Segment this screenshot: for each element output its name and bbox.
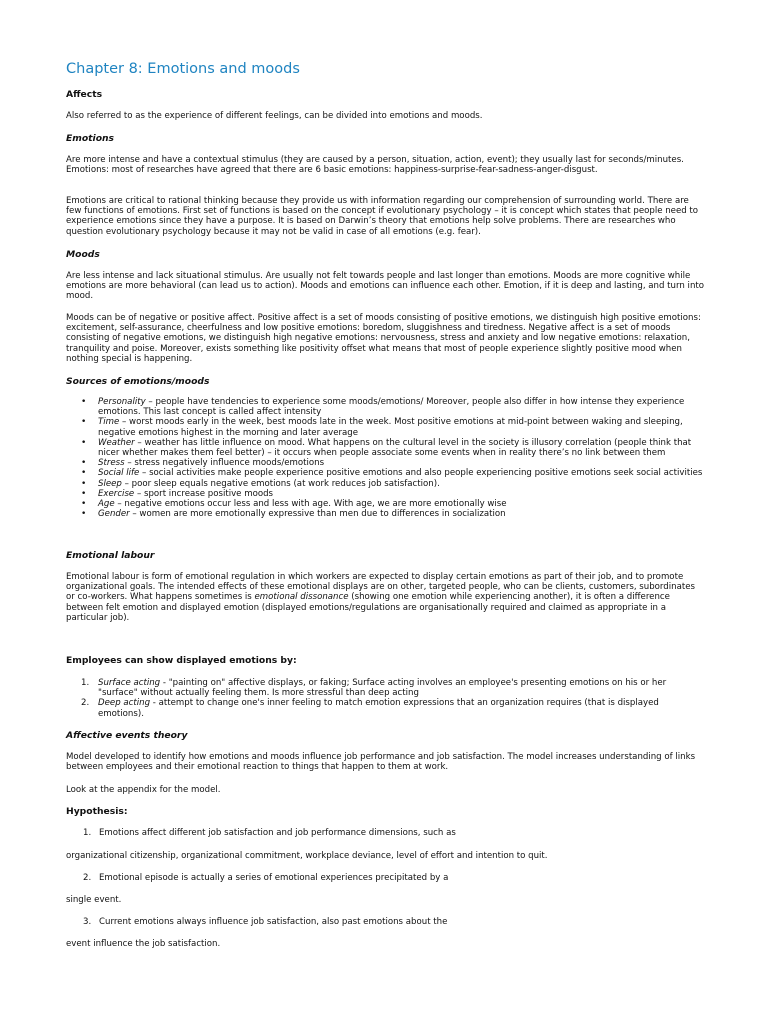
heading-hypothesis: Hypothesis:	[66, 806, 128, 817]
list-item	[66, 468, 706, 478]
moods-paragraph-2: Moods can be of negative or positive affect. Positive affect is a set of moods consisting of positive emotions, we distinguish high positive emotions: excitement, self-assurance, cheerfulness and low positive emotions: boredom, sluggishness and tiredness. Negative affect is a set of moods consisting of negative emotions, we distinguish high negative emotions: nervousness, stress and anxiety and low negative emotions: relaxation, tranquility and poise. Moreover, exists something like positivity offset what means that most of people experience slightly positive mood when nothing special is happening.	[66, 313, 701, 364]
list-item	[66, 438, 706, 458]
list-item	[66, 417, 706, 437]
list-item-text: – negative emotions occur less and less with age. With age, we are more emotionally wise	[114, 499, 507, 510]
heading-sources: Sources of emotions/moods	[66, 376, 210, 387]
emotions-paragraph-2: Emotions are critical to rational thinking because they provide us with information regarding our comprehension of surrounding world. There are few functions of emotions. First set of functions is based on the concept if evolutionary psychology – it is concept which states that people need to experience emotions since they have a purpose. It is based on Darwin’s theory that emotions help solve problems. There are researches who question evolutionary psychology because it may not be valid in case of all emotions (e.g. fear).	[66, 196, 699, 237]
list-item	[66, 479, 706, 489]
list-item-text: – people have tendencies to experience some moods/emotions/ Moreover, people also differ in how intense they experience emotions. This last concept is called affect intensity	[98, 397, 685, 418]
heading-emotional-labour: Emotional labour	[66, 550, 155, 561]
list-item-term: Exercise	[98, 488, 135, 499]
labour-text-b: (showing one emotion while experiencing another), it is often a difference between felt emotion and displayed emotion (displayed emotions/regulations are organisationally required and claimed as appropriate in a particular job).	[66, 592, 670, 623]
list-item-text: - "painting on" affective displays, or faking; Surface acting involves an employee's presenting emotions on his or her "surface" without actually feeling them. Is more stressful than deep acting	[98, 678, 667, 699]
list-item-term: Age	[98, 499, 115, 510]
hypothesis-item-2-continued: single event.	[66, 895, 122, 905]
list-item-term: Weather	[98, 437, 135, 448]
displayed-emotions-list	[66, 678, 706, 719]
emotions-paragraph-1: Are more intense and have a contextual stimulus (they are caused by a person, situation, action, event); they usually last for seconds/minutes. Emotions: most of researches have agreed that there are 6 basic emotions: happiness-surprise-fear-sadness-anger-disgust.	[66, 155, 684, 176]
list-item-number: 3.	[83, 917, 92, 927]
list-item	[66, 509, 706, 519]
heading-affective-events-theory: Affective events theory	[66, 730, 188, 741]
heading-affects: Affects	[66, 89, 103, 100]
aet-paragraph-2: Look at the appendix for the model.	[66, 785, 221, 795]
labour-term: emotional dissonance	[254, 592, 349, 603]
list-item-text: – stress negatively influence moods/emotions	[124, 458, 325, 469]
list-item-text: Emotions affect different job satisfaction and job performance dimensions, such as	[99, 828, 456, 838]
affects-text: Also referred to as the experience of different feelings, can be divided into emotions and moods.	[66, 111, 483, 121]
list-item-number: 1.	[81, 678, 90, 688]
list-item-text: – women are more emotionally expressive than men due to differences in socialization	[129, 509, 506, 520]
page-title: Chapter 8: Emotions and moods	[66, 61, 300, 77]
list-item-term: Gender	[98, 509, 130, 520]
list-item-number: 2.	[81, 698, 90, 709]
list-item-text: - attempt to change one's inner feeling to match emotion expressions that an organization requires (that is displayed emotions).	[98, 698, 659, 719]
list-item-text: – social activities make people experience positive emotions and also people experiencing positive emotions seek social activities	[139, 468, 703, 479]
list-item-term: Social life	[98, 468, 140, 479]
list-item-term: Deep acting	[98, 698, 151, 709]
list-item-text: Emotional episode is actually a series of emotional experiences precipitated by a	[99, 873, 449, 883]
list-item-text: – sport increase positive moods	[134, 488, 274, 499]
heading-emotions: Emotions	[66, 133, 115, 144]
list-item-text: – weather has little influence on mood. What happens on the cultural level in the society is illusory correlation (people think that nicer whether makes them feel better) – it occurs when people associate some events when in reality there’s no link between them	[98, 437, 692, 459]
emotional-labour-text	[66, 572, 706, 623]
hypothesis-item-2	[66, 873, 448, 883]
list-item	[66, 458, 706, 468]
list-item-text: Current emotions always influence job satisfaction, also past emotions about the	[99, 917, 448, 927]
list-item-number: 2.	[83, 873, 92, 883]
list-item-term: Time	[98, 417, 120, 428]
sources-list	[66, 397, 706, 519]
list-item-term: Stress	[98, 458, 125, 469]
list-item-term: Surface acting	[98, 678, 161, 688]
list-item-number: 1.	[83, 828, 92, 838]
list-item	[66, 678, 706, 698]
list-item	[66, 489, 706, 499]
list-item	[66, 499, 706, 509]
list-item	[66, 698, 706, 718]
hypothesis-item-3	[66, 917, 447, 927]
list-item-text: – worst moods early in the week, best moods late in the week. Most positive emotions at mid-point between waking and sleeping, negative emotions highest in the morning and later average	[98, 417, 683, 438]
moods-paragraph-1: Are less intense and lack situational stimulus. Are usually not felt towards people and last longer than emotions. Moods are more cognitive while emotions are more behavioral (can lead us to action). Moods and emotions can influence each other. Emotion, if it is deep and lasting, and turn into mood.	[66, 271, 705, 302]
heading-displayed-emotions: Employees can show displayed emotions by:	[66, 655, 297, 666]
aet-paragraph-1: Model developed to identify how emotions and moods influence job performance and job satisfaction. The model increases understanding of links between employees and their emotional reaction to things that happen to them at work.	[66, 752, 696, 773]
hypothesis-item-1	[66, 828, 456, 838]
hypothesis-item-1-continued: organizational citizenship, organizational commitment, workplace deviance, level of effort and intention to quit.	[66, 851, 548, 861]
list-item-text: – poor sleep equals negative emotions (at work reduces job satisfaction).	[121, 478, 440, 489]
hypothesis-item-3-continued: event influence the job satisfaction.	[66, 939, 221, 949]
labour-text-a: Emotional labour is form of emotional regulation in which workers are expected to display certain emotions as part of their job, and to promote organizational goals. The intended effects of these emotional displays are on other, targeted people, who can be clients, customers, subordinates or co-workers. What happens sometimes is	[66, 572, 695, 603]
list-item	[66, 397, 706, 417]
list-item-term: Personality	[98, 397, 146, 407]
heading-moods: Moods	[66, 249, 100, 260]
list-item-term: Sleep	[98, 478, 122, 489]
